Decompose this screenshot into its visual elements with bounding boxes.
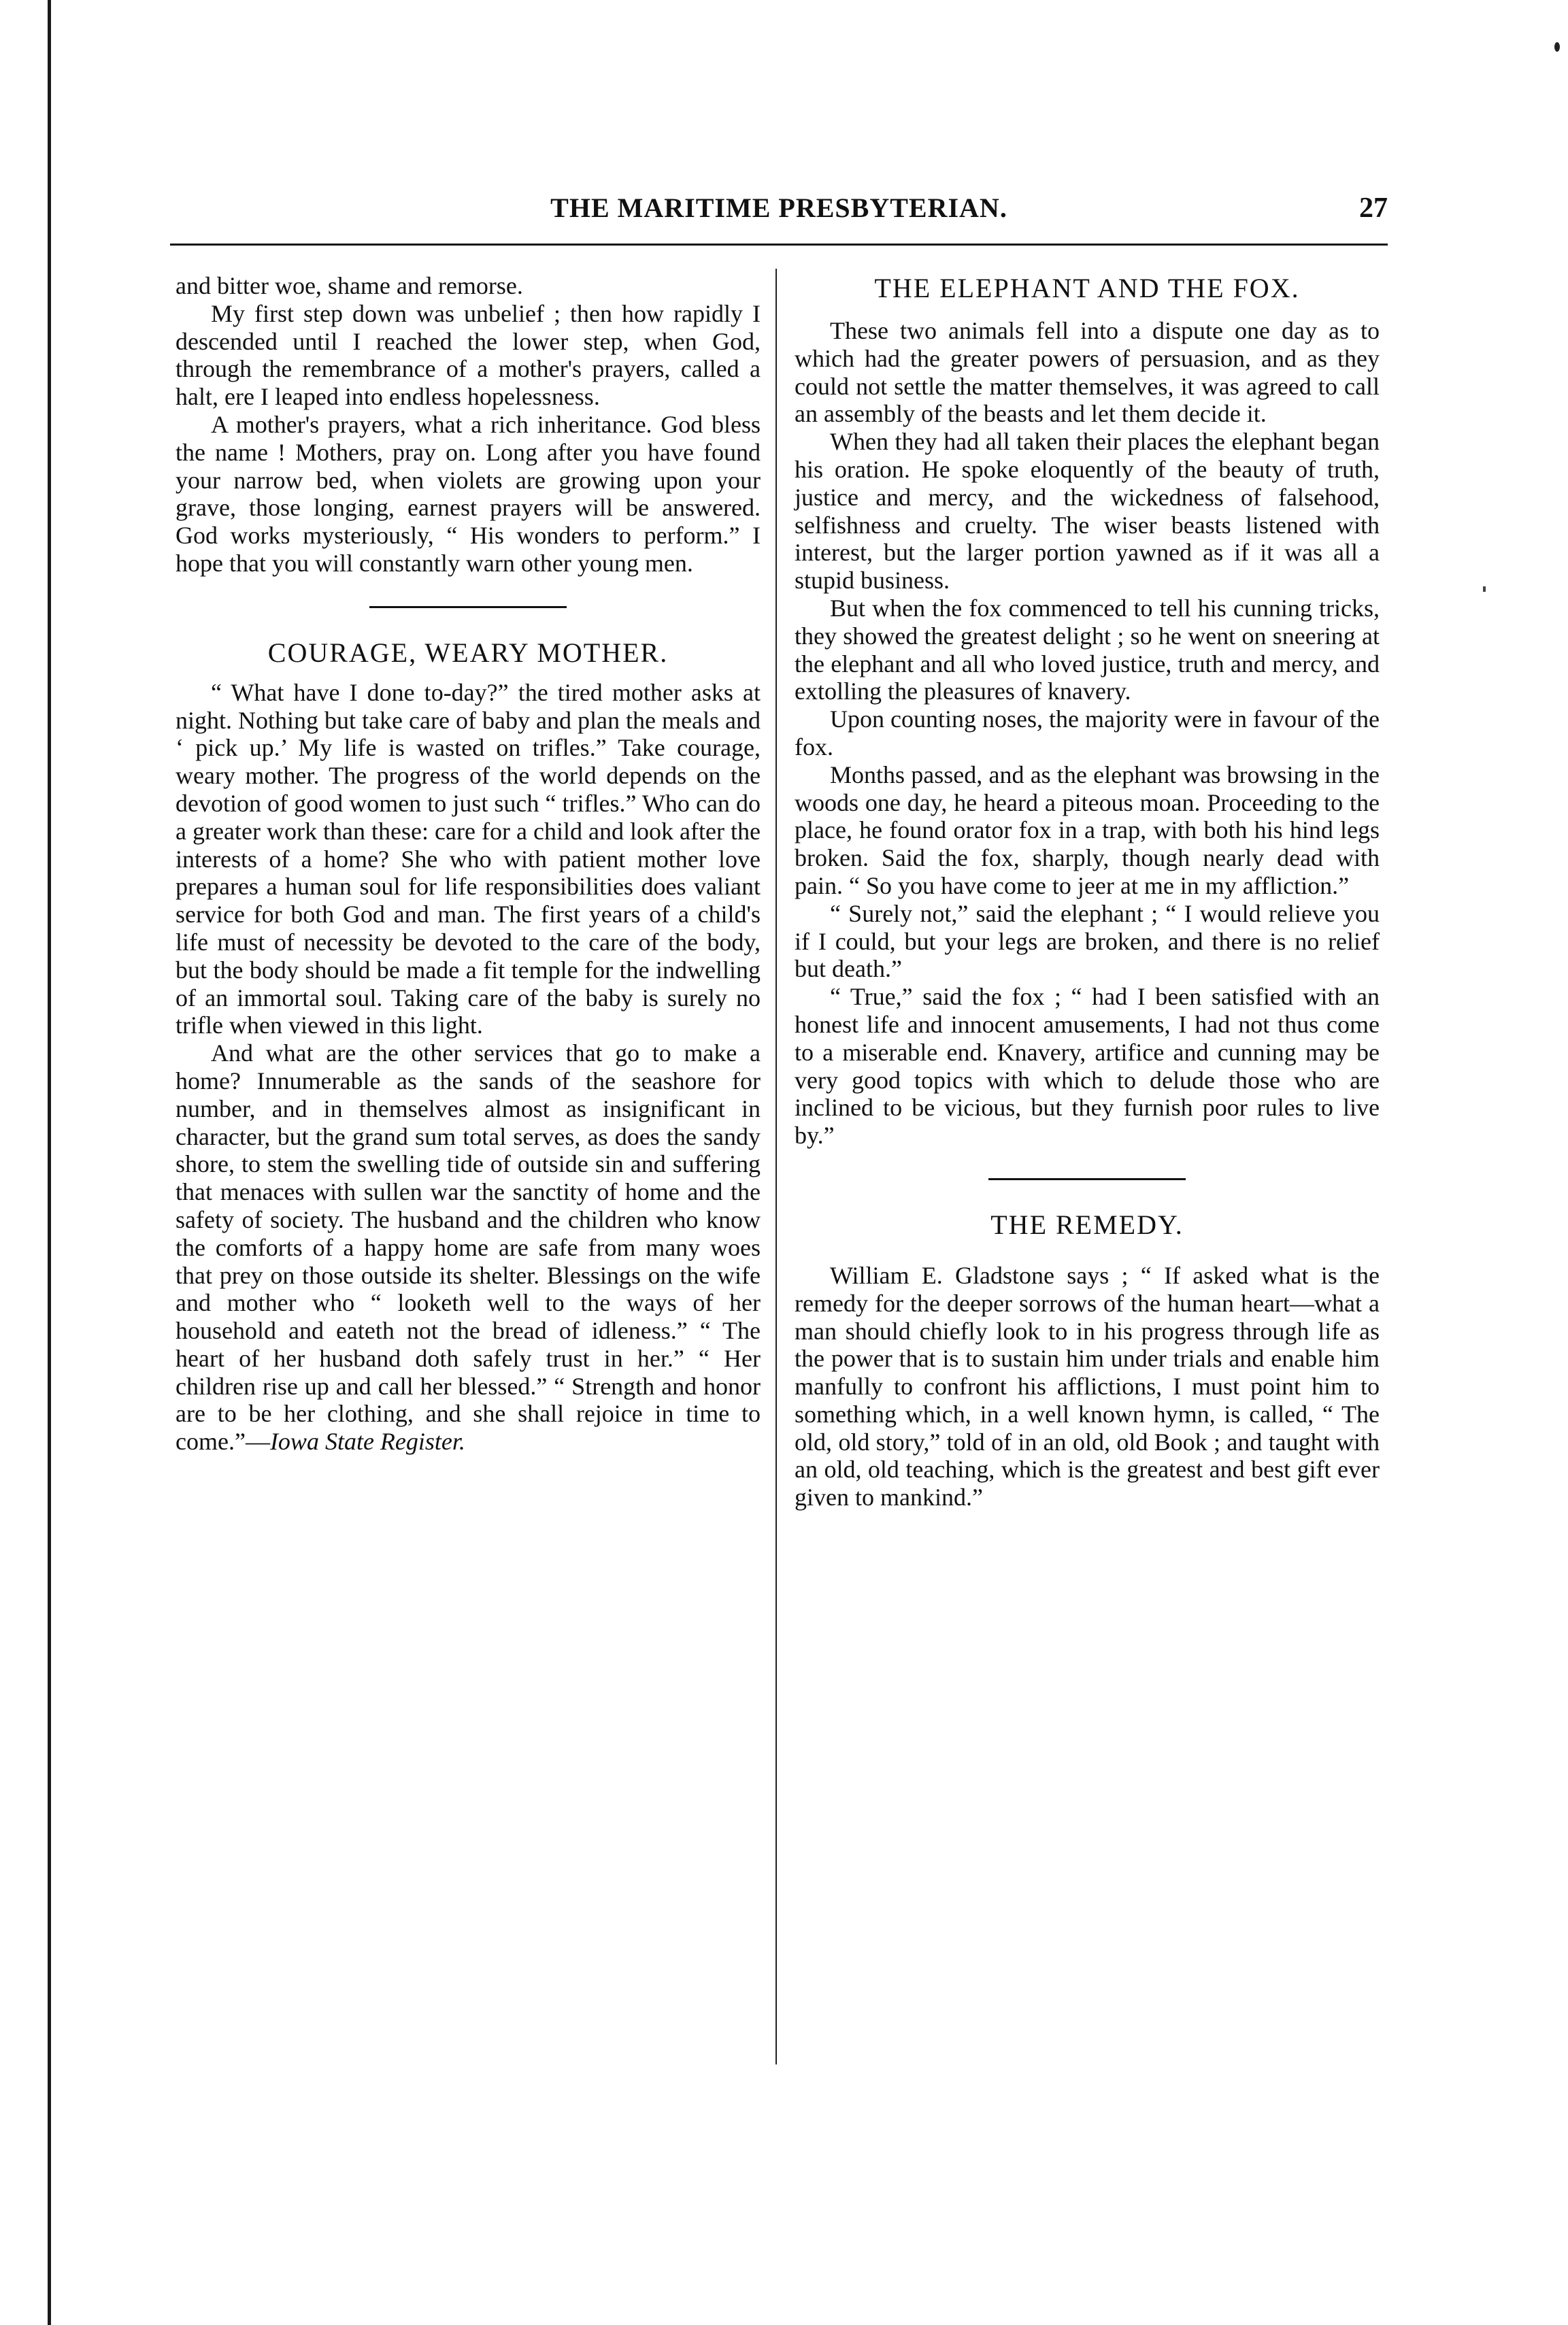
header-rule xyxy=(170,244,1388,246)
stray-ink-mark xyxy=(1554,42,1560,52)
paragraph: William E. Gladstone says ; “ If asked what is the remedy for the deeper sorrows of the human heart—what a man should chiefly look to in his progress through life as the power that is to sustain him under trials and enable him manfully to confront his afflictions, I must point him to something which, in a well known hymn, is called, “ The old, old story,” told of in an old, old Book ; and taught with an old, old teaching, which is the greatest and best gift ever given to mankind.” xyxy=(795,1261,1380,1511)
paragraph: These two animals fell into a dispute one day as to which had the greater powers of persuasion, and as they could not settle the matter themselves, it was agreed to call an assembly of the beasts and let them decide it. xyxy=(795,317,1380,428)
paragraph-with-source xyxy=(176,1039,761,1456)
paragraph-text: And what are the other services that go to make a home? Innumerable as the sands of the seashore for number, and in themselves almost as insignificant in character, but the grand sum total serves, as does the sandy shore, to stem the swelling tide of outside sin and suffering that menaces with sullen war the sanctity of home and the safety of society. The husband and the children who know the comforts of a happy home are safe from many woes that prey on those outside its shelter. Blessings on the wife and mother who “ looketh well to the ways of her household and eateth not the bread of idleness.” “ The heart of her husband doth safely trust in her.” “ Her children rise up and call her blessed.” “ Strength and honor are to be her clothing, and she shall rejoice in time to come.”— xyxy=(176,1039,761,1456)
paragraph: When they had all taken their places the elephant began his oration. He spoke eloquently of the beauty of truth, justice and mercy, and the wickedness of falsehood, selfishness and cruelty. The wiser beasts listened with interest, but the larger portion yawned as if it was all a stupid business. xyxy=(795,428,1380,595)
page-header xyxy=(170,192,1388,233)
section-rule xyxy=(988,1178,1186,1180)
article-title-elephant: THE ELEPHANT AND THE FOX. xyxy=(874,273,1300,303)
right-column xyxy=(795,272,1380,1511)
column-divider xyxy=(775,269,777,2064)
page-binding-edge xyxy=(48,0,51,2325)
paragraph: Months passed, and as the elephant was browsing in the woods one day, he heard a piteous moan. Proceeding to the place, he found orator fox in a trap, with both his hind legs broken. Said the fox, sharply, though nearly dead with pain. “ So you have come to jeer at me in my affliction.” xyxy=(795,760,1380,899)
paragraph: A mother's prayers, what a rich inheritance. God bless the name ! Mothers, pray on. Long after you have found your narrow bed, when violets are growing upon your grave, those longing, earnest prayers will be answered. God works mysteriously, “ His wonders to perform.” I hope that you will constantly warn other young men. xyxy=(176,410,761,577)
stray-ink-dot xyxy=(1483,586,1486,592)
paragraph: “ What have I done to-day?” the tired mother asks at night. Nothing but take care of baby and plan the meals and ‘ pick up.’ My life is wasted on trifles.” Take courage, weary mother. The progress of the world depends on the devotion of good women to just such “ trifles.” Who can do a greater work than these: care for a child and look after the interests of a home? She who with patient mother love prepares a human soul for life responsibilities does valiant service for both God and man. The first years of a child's life must of necessity be devoted to the care of the body, but the body should be made a fit temple for the indwelling of an immortal soul. Taking care of the baby is surely no trifle when viewed in this light. xyxy=(176,678,761,1039)
paragraph: Upon counting noses, the majority were in favour of the fox. xyxy=(795,705,1380,760)
paragraph: My first step down was unbelief ; then how rapidly I descended until I reached the lower step, when God, through the remembrance of a mother's prayers, called a halt, ere I leaped into endless hopelessness. xyxy=(176,299,761,411)
running-title: THE MARITIME PRESBYTERIAN. xyxy=(550,193,1007,223)
article-title-courage: COURAGE, WEARY MOTHER. xyxy=(267,637,669,668)
paragraph: “ True,” said the fox ; “ had I been satisfied with an honest life and innocent amusements, I had not thus come to a miserable end. Knavery, artifice and cunning may be very good topics with which to delude those who are inclined to be vicious, but they furnish poor rules to live by.” xyxy=(795,983,1380,1150)
article-title-remedy: THE REMEDY. xyxy=(990,1209,1184,1240)
paragraph: “ Surely not,” said the elephant ; “ I would relieve you if I could, but your legs are broken, and there is no relief but death.” xyxy=(795,899,1380,983)
continued-paragraph: and bitter woe, shame and remorse. xyxy=(176,272,523,299)
paragraph: But when the fox commenced to tell his cunning tricks, they showed the greatest delight ; so he went on sneering at the elephant and all who loved justice, truth and mercy, and extolling the pleasures of knavery. xyxy=(795,594,1380,705)
article-source: Iowa State Register. xyxy=(269,1428,465,1456)
section-rule xyxy=(369,606,567,608)
page-number: 27 xyxy=(1359,193,1388,224)
left-column xyxy=(176,272,761,1456)
